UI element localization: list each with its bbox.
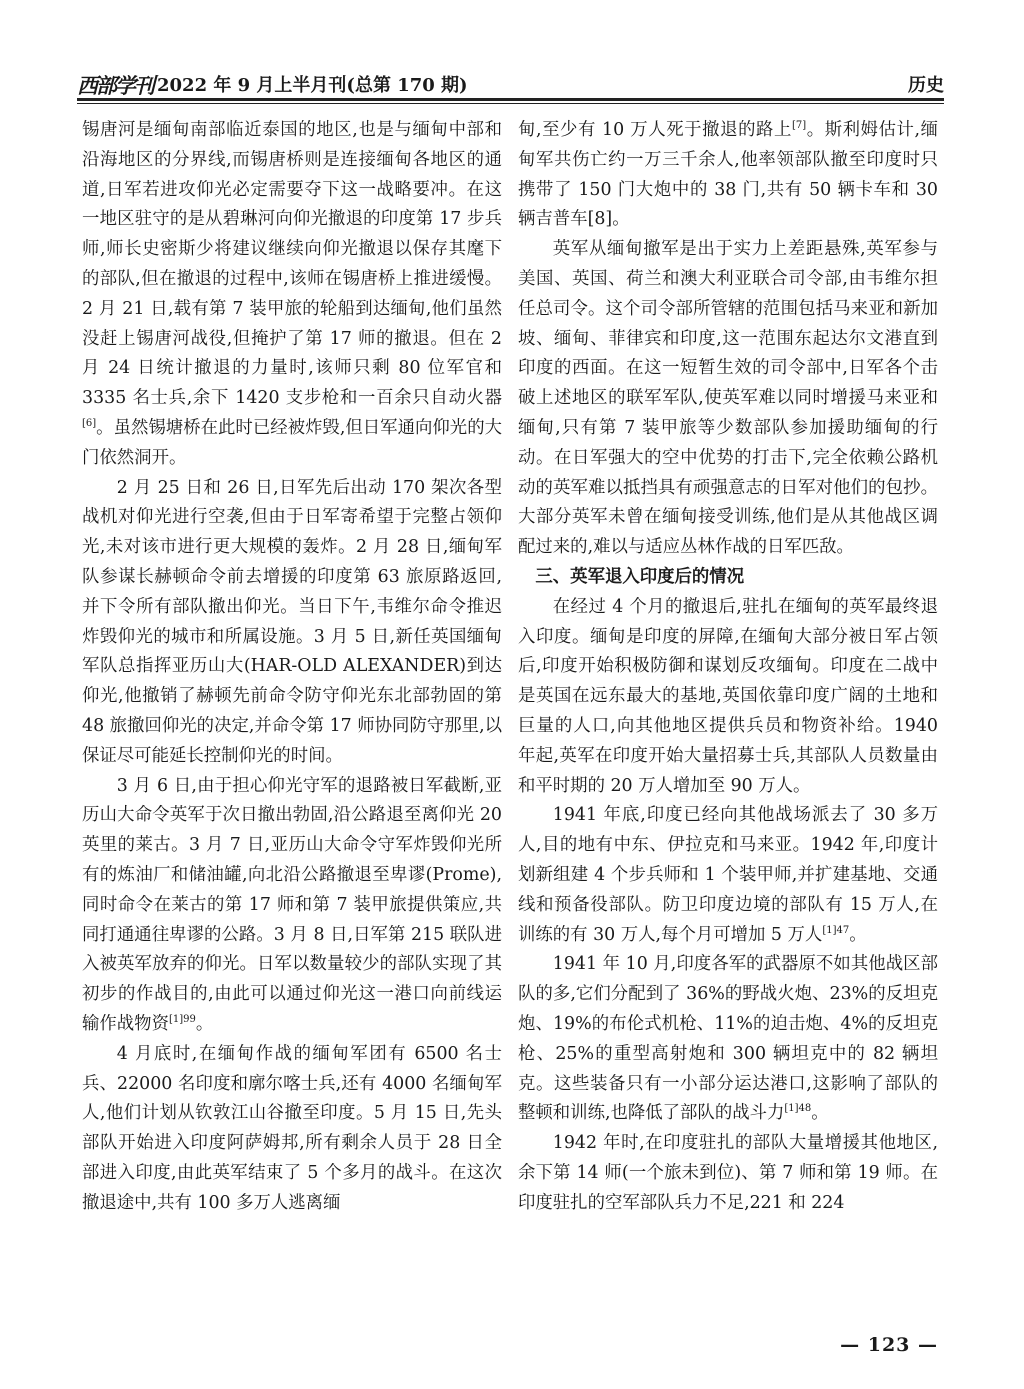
paragraph (518, 116, 938, 235)
section-title: 历史 (908, 75, 944, 96)
paragraph (518, 950, 938, 1129)
right-column (518, 116, 938, 1218)
paragraph-text-tail: 。 (849, 924, 867, 945)
section-heading (518, 563, 938, 593)
paragraph-text: 2 月 25 日和 26 日,日军先后出动 170 架次各型战机对仰光进行空袭,但由于日军寄希望于完整占领仰光,未对该市进行更大规模的轰炸。2 月 28 日,缅甸军队参谋长赫顿命令前去增援的印度第 63 旅原路返回,并下令所有部队撤出仰光。当日下午,韦维尔命令推迟炸毁仰光的城市和所属设施。3 月 5 日,新任英国缅甸军队总指挥亚历山大(HAR-OLD ALEXANDER)到达仰光,他撤销了赫顿先前命令防守仰光东北部勃固的第 48 旅撤回仰光的决定,并命令第 17 师协同防守那里,以保证尽可能延长控制仰光的时间。 (82, 477, 502, 766)
paragraph-text: 在经过 4 个月的撤退后,驻扎在缅甸的英军最终退入印度。缅甸是印度的屏障,在缅甸大部分被日军占领后,印度开始积极防御和谋划反攻缅甸。印度在二战中是英国在远东最大的基地,英国依靠印度广阔的土地和巨量的人口,向其他地区提供兵员和物资补给。1940 年起,英军在印度开始大量招募士兵,其部队人员数量由和平时期的 20 万人增加至 90 万人。 (518, 596, 938, 796)
paragraph-text-tail: 。斯利姆估计,缅甸军共伤亡约一万三千余人,他率领部队撤至印度时只携带了 150 门大炮中的 38 门,共有 50 辆卡车和 30 辆吉普车[8]。 (518, 120, 939, 230)
paragraph-text: 英军从缅甸撤军是出于实力上差距悬殊,英军参与美国、英国、荷兰和澳大利亚联合司令部,由韦维尔担任总司令。这个司令部所管辖的范围包括马来亚和新加坡、缅甸、菲律宾和印度,这一范围东起达尔文港直到印度的西面。在这一短暂生效的司令部中,日军各个击破上述地区的联军军队,使英军难以同时增援马来亚和缅甸,只有第 7 装甲旅等少数部队参加援助缅甸的行动。在日军强大的空中优势的打击下,完全依赖公路机动的英军难以抵挡具有顽强意志的日军对他们的包抄。大部分英军未曾在缅甸接受训练,他们是从其他战区调配过来的,难以与适应丛林作战的日军匹敌。 (518, 239, 938, 558)
header-rule-thin (77, 103, 944, 104)
citation-ref: [7] (791, 120, 807, 131)
paragraph (518, 235, 938, 563)
paragraph (82, 1040, 502, 1219)
paragraph-text: 1942 年时,在印度驻扎的部队大量增援其他地区,余下第 14 师(一个旅未到位)、第 7 师和第 19 师。在印度驻扎的空军部队兵力不足,221 和 224 (518, 1133, 938, 1213)
paragraph-text-tail: 。 (195, 1013, 214, 1034)
issue-info: 2022 年 9 月上半月刊(总第 170 期) (157, 75, 468, 96)
paragraph (82, 474, 502, 772)
paragraph (82, 772, 502, 1040)
left-column (82, 116, 502, 1218)
paragraph-text: 1941 年 10 月,印度各军的武器原不如其他战区部队的多,它们分配到了 36%的野战火炮、23%的反坦克炮、19%的布伦式机枪、11%的迫击炮、4%的反坦克枪、25%的重型高射炮和 300 辆坦克中的 82 辆坦克。这些装备只有一小部分运达港口,这影响了部队的整顿和训练,也降低了部队的战斗力 (518, 954, 938, 1124)
paragraph-text: 3 月 6 日,由于担心仰光守军的退路被日军截断,亚历山大命令英军于次日撤出勃固,沿公路退至离仰光 20 英里的莱古。3 月 7 日,亚历山大命令守军炸毁仰光所有的炼油厂和储油罐,向北沿公路撤退至卑谬(Prome),同时命令在莱古的第 17 师和第 7 装甲旅提供策应,共同打通通往卑谬的公路。3 月 8 日,日军第 215 联队进入被英军放弃的仰光。日军以数量较少的部队实现了其初步的作战目的,由此可以通过仰光这一港口向前线运输作战物资 (82, 775, 502, 1034)
running-header (77, 68, 944, 98)
paragraph-text-tail: 。 (811, 1103, 829, 1124)
citation-ref: [6] (82, 417, 97, 429)
paragraph (82, 116, 502, 474)
paragraph-text: 甸,至少有 10 万人死于撤退的路上 (518, 120, 792, 140)
paragraph-text-tail: 。虽然锡塘桥在此时已经被炸毁,但日军通向仰光的大门依然洞开。 (82, 417, 502, 468)
paragraph-text: 1941 年底,印度已经向其他战场派去了 30 多万人,目的地有中东、伊拉克和马来亚。1942 年,印度计划新组建 4 个步兵师和 1 个装甲师,并扩建基地、交通线和预备役部队。防卫印度边境的部队有 15 万人,在训练的有 30 万人,每个月可增加 5 万人 (518, 805, 938, 945)
paragraph-text: 锡唐河是缅甸南部临近泰国的地区,也是与缅甸中部和沿海地区的分界线,而锡唐桥则是连接缅甸各地区的通道,日军若进攻仰光必定需要夺下这一战略要冲。在这一地区驻守的是从碧琳河向仰光撤退的印度第 17 步兵师,师长史密斯少将建议继续向仰光撤退以保存其麾下的部队,但在撤退的过程中,该师在锡唐桥上推进缓慢。2 月 21 日,载有第 7 装甲旅的轮船到达缅甸,他们虽然没赶上锡唐河战役,但掩护了第 17 师的撤退。但在 2 月 24 日统计撤退的力量时,该师只剩 80 位军官和 3335 名士兵,余下 1420 支步枪和一百余只自动火器 (82, 120, 502, 409)
header-rule (77, 98, 944, 101)
citation-ref: [1]99 (168, 1013, 196, 1025)
paragraph (518, 1129, 938, 1218)
page-number: — 123 — (840, 1334, 938, 1356)
journal-logo: 西部学刊 (77, 73, 153, 98)
citation-ref: [1]48 (784, 1103, 812, 1115)
paragraph-text: 三、英军退入印度后的情况 (535, 566, 745, 587)
paragraph (518, 593, 938, 802)
citation-ref: [1]47 (822, 924, 850, 936)
paragraph-text: 4 月底时,在缅甸作战的缅甸军团有 6500 名士兵、22000 名印度和廓尔喀士兵,还有 4000 名缅甸军人,他们计划从钦敦江山谷撤至印度。5 月 15 日,先头部队开始进入印度阿萨姆邦,所有剩余人员于 28 日全部进入印度,由此英军结束了 5 个多月的战斗。在这次撤退途中,共有 100 多万人逃离缅 (82, 1043, 502, 1213)
paragraph (518, 801, 938, 950)
